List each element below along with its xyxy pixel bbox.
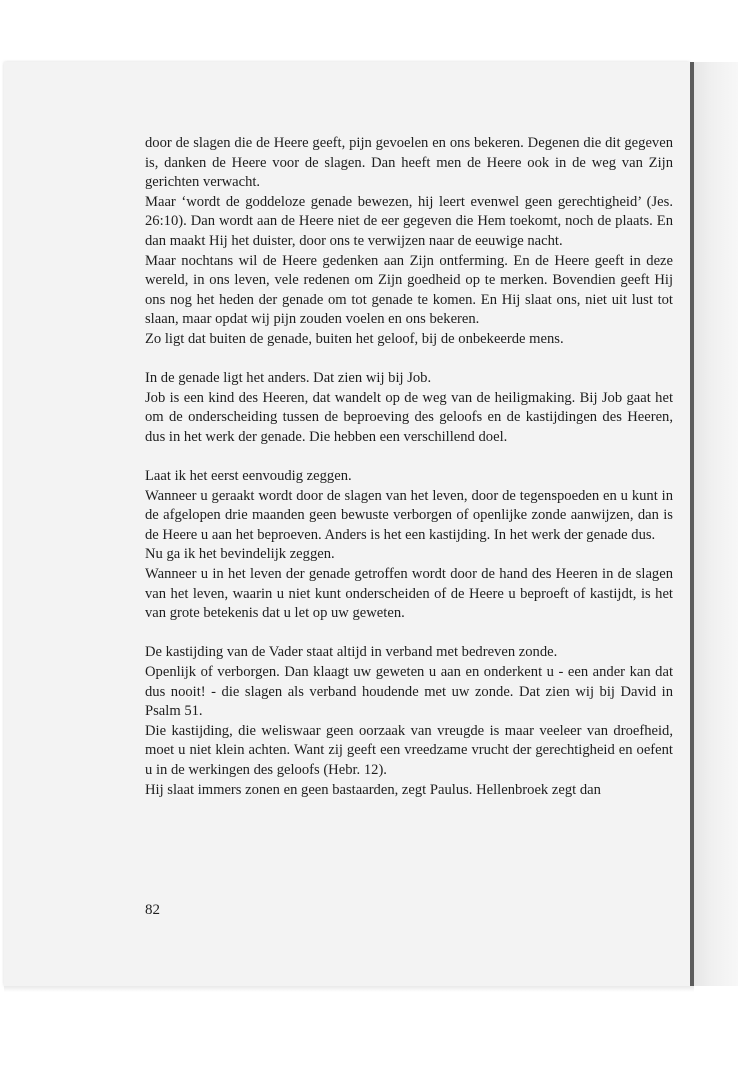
paragraph: Wanneer u in het leven der genade getroffen wordt door de hand des Heeren in de slagen van het leven, waarin u niet kunt onderscheiden of de Heere u beproeft of kastijdt, is het van grote betekenis dat u let op uw geweten.	[145, 566, 673, 622]
paragraph: Laat ik het eerst eenvoudig zeggen.	[145, 468, 352, 485]
paragraph: Zo ligt dat buiten de genade, buiten het geloof, bij de onbekeerde mens.	[145, 330, 564, 347]
paragraph: In de genade ligt het anders. Dat zien wij bij Job.	[145, 370, 432, 387]
paragraph: Die kastijding, die weliswaar geen oorzaak van vreugde is maar veeleer van droefheid, moet u niet klein achten. Want zij geeft een vreedzame vrucht der gerechtigheid en oefent u in de werkingen des geloofs (Hebr. 12).	[145, 722, 673, 778]
page-stack-edge	[694, 62, 738, 986]
paragraph: Hij slaat immers zonen en geen bastaarden, zegt Paulus. Hellenbroek zegt dan	[145, 781, 601, 798]
paragraph: Nu ga ik het bevindelijk zeggen.	[145, 546, 335, 563]
page-bottom-shadow	[4, 986, 694, 992]
body-text	[145, 134, 673, 800]
paragraph: Wanneer u geraakt wordt door de slagen van het leven, door de tegenspoeden en u kunt in de afgelopen drie maanden geen bewuste verborgen of openlijke zonde aanwijzen, dan is de Heere u aan het beproeven. Anders is het een kastijding. In het werk der genade dus.	[145, 487, 673, 543]
paragraph: Maar nochtans wil de Heere gedenken aan Zijn ontferming. En de Heere geeft in deze wereld, in ons leven, vele redenen om Zijn goedheid op te merken. Bovendien geeft Hij ons nog het heden der genade om tot genade te komen. En Hij slaat ons, niet uit lust tot slaan, maar opdat wij pijn zouden voelen en ons bekeren.	[145, 252, 673, 328]
page-number: 82	[145, 902, 160, 918]
paragraph: Openlijk of verborgen. Dan klaagt uw geweten u aan en onderkent u - een ander kan dat dus nooit! - die slagen als verband houdende met uw zonde. Dat zien wij bij David in Psalm 51.	[145, 664, 673, 720]
paragraph: Job is een kind des Heeren, dat wandelt op de weg van de heiligmaking. Bij Job gaat het om de onderscheiding tussen de beproeving des geloofs en de kastijdingen des Heeren, dus in het werk der genade. Die hebben een verschillend doel.	[145, 389, 673, 445]
paragraph: De kastijding van de Vader staat altijd in verband met bedreven zonde.	[145, 644, 558, 661]
paragraph: door de slagen die de Heere geeft, pijn gevoelen en ons bekeren. Degenen die dit gegeven is, danken de Heere voor de slagen. Dan heeft men de Heere ook in de weg van Zijn gerichten verwacht.	[145, 135, 673, 191]
paragraph: Maar ‘wordt de goddeloze genade bewezen, hij leert evenwel geen gerechtigheid’ (Jes. 26:10). Dan wordt aan de Heere niet de eer gegeven die Hem toekomt, noch de plaats. En dan maakt Hij het duister, door ons te verwijzen naar de eeuwige nacht.	[145, 193, 673, 249]
